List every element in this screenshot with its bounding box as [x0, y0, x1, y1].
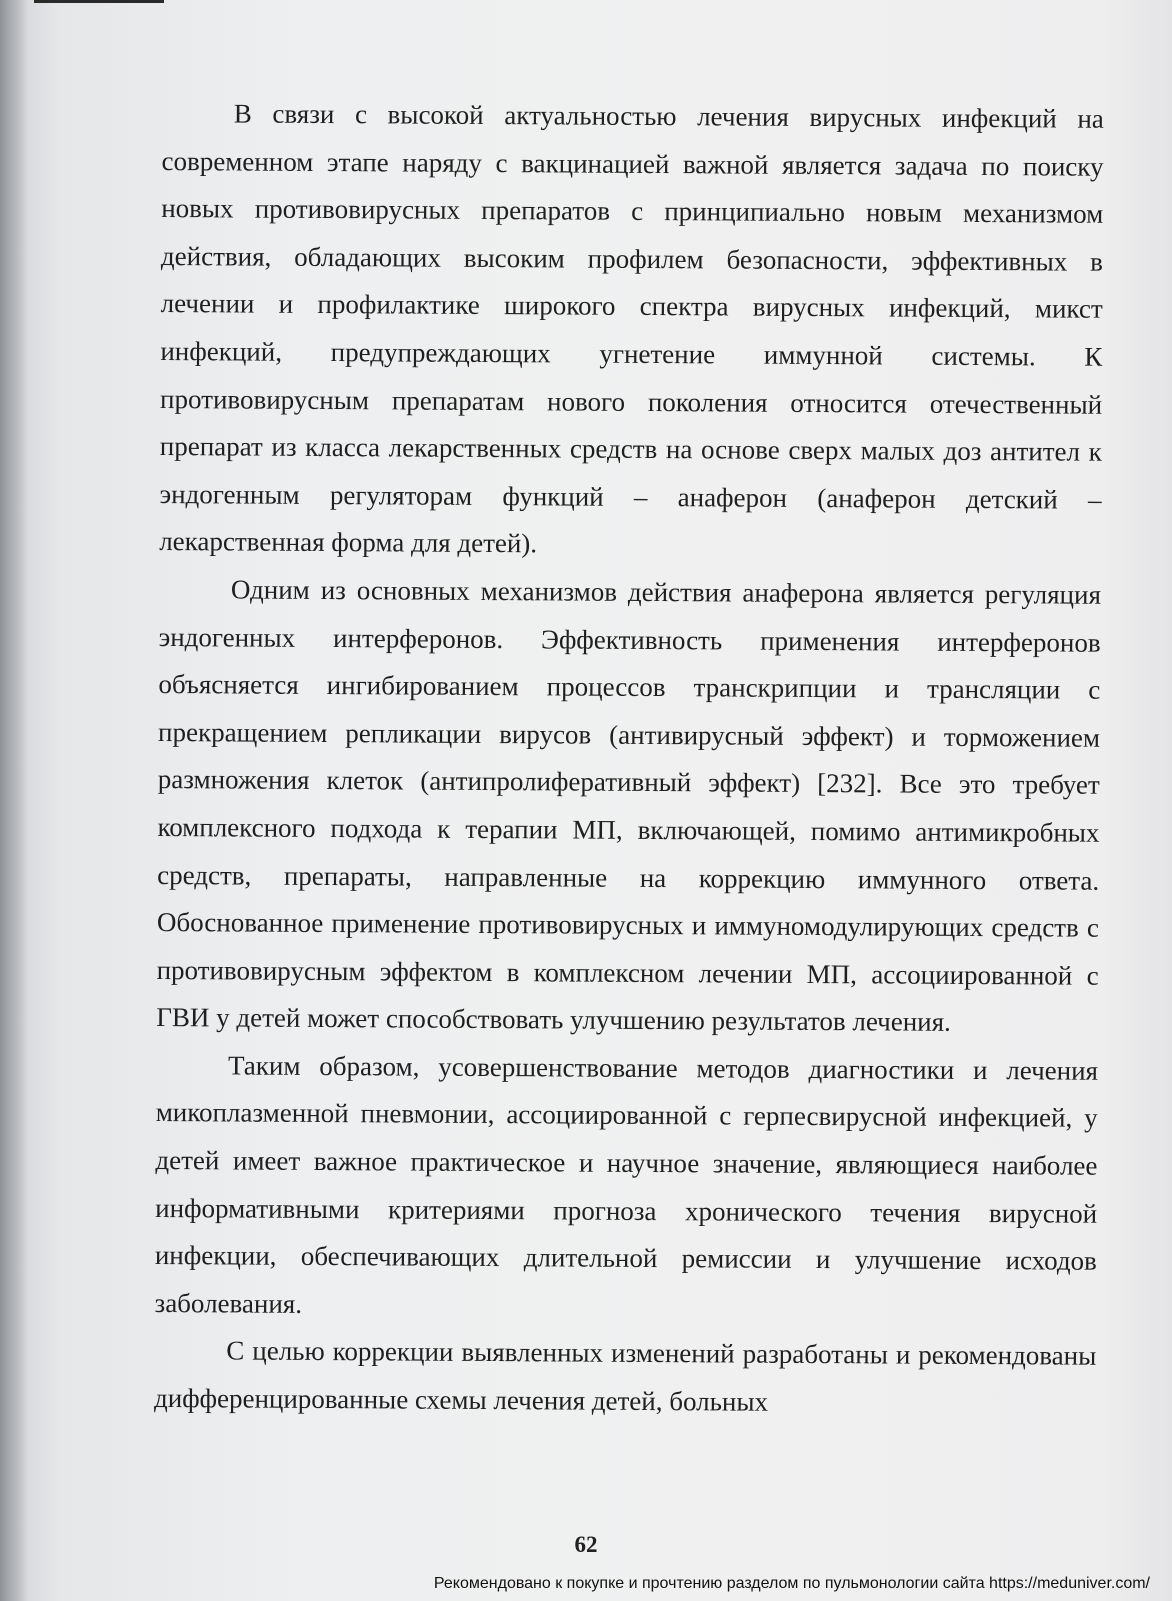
- paragraph-1: В связи с высокой актуальностью лечения вирусных инфекций на современном этапе наряду с вакцинацией важной является задача по поиску новых противовирусных препаратов с принципиально новым механизмом действия, обладающих высоким профилем безопасности, эффективных в лечении и профилактике широкого спектра вирусных инфекций, микст инфекций, предупреждающих угнетение иммунной системы. К противовирусным препаратам нового поколения относится отечественный препарат из класса лекарственных средств на основе сверх малых доз антител к эндогенным регуляторам функций – анаферон (анаферон детский – лекарственная форма для детей).: [159, 98, 1104, 559]
- paragraph-2: Одним из основных механизмов действия анаферона является регуляция эндогенных интерферонов. Эффективность применения интерферонов объясняется ингибированием процессов транскрипции и трансляции с прекращением репликации вирусов (антивирусный эффект) и торможением размножения клеток (антипролиферативный эффект) [232]. Все это требует комплексного подхода к терапии МП, включающей, помимо антимикробных средств, препараты, направленные на коррекцию иммунного ответа. Обоснованное применение противовирусных и иммуномодулирующих средств с противовирусным эффектом в комплексном лечении МП, ассоциированной с ГВИ у детей может способствовать улучшению результатов лечения.: [156, 574, 1102, 1038]
- paragraph-3: Таким образом, усовершенствование методов диагностики и лечения микоплазменной пневмонии, ассоциированной с герпесвирусной инфекцией, у детей имеет важное практическое и научное значение, являющиеся наиболее информативными критериями прогноза хронического течения вирусной инфекции, обеспечивающих длительной ремиссии и улучшение исходов заболевания.: [154, 1050, 1099, 1319]
- footer-recommendation-note: Рекомендовано к покупке и прочтению разделом по пульмонологии сайта https://meduniver.com/: [433, 1575, 1150, 1592]
- scan-corner-mark: [34, 0, 164, 3]
- document-body: [154, 90, 1104, 1428]
- scan-shadow-edge: [0, 0, 28, 1601]
- paragraph-4: С целью коррекции выявленных изменений разработаны и рекомендованы дифференцированные схемы лечения детей, больных: [153, 1335, 1097, 1417]
- page-number: 62: [574, 1532, 598, 1557]
